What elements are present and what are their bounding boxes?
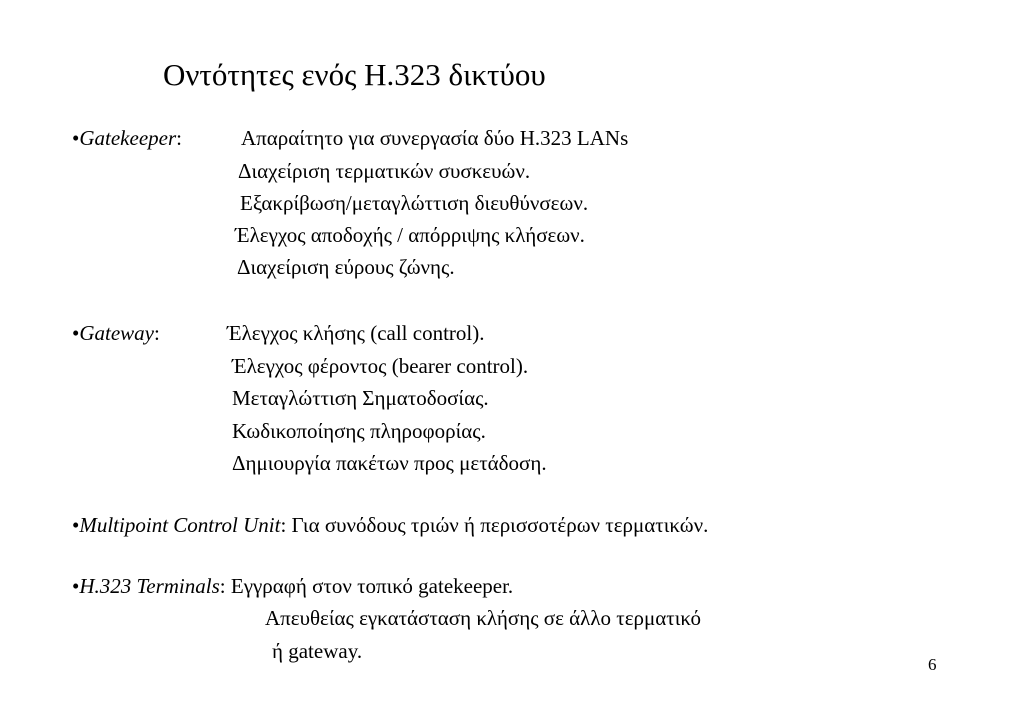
terminals-line: Απευθείας εγκατάσταση κλήσης σε άλλο τερματικό [265,606,701,630]
gatekeeper-line: Έλεγχος αποδοχής / απόρριψης κλήσεων. [235,223,585,247]
gatekeeper-heading [72,125,182,151]
terminals-line: ή gateway. [272,639,363,663]
gateway-heading [72,320,160,346]
bullet: • [72,321,80,345]
colon: : [219,574,226,598]
gateway-term: Gateway [79,321,155,345]
terminals-row [72,573,513,599]
gatekeeper-line: Διαχείριση τερματικών συσκευών. [238,159,531,183]
page-number: 6 [928,655,937,674]
mcu-row [72,512,708,538]
colon: : [154,321,160,345]
gatekeeper-line: Εξακρίβωση/μεταγλώττιση διευθύνσεων. [240,191,589,215]
terminals-term: H.323 Terminals [79,574,220,598]
gateway-line: Μεταγλώττιση Σηματοδοσίας. [232,386,489,410]
gatekeeper-line: Απαραίτητο για συνεργασία δύο Η.323 LANs [241,126,629,150]
gateway-line: Έλεγχος κλήσης (call control). [227,321,485,345]
bullet: • [72,574,80,598]
bullet: • [72,513,80,537]
gateway-line: Δημιουργία πακέτων προς μετάδοση. [232,451,547,475]
gateway-line: Έλεγχος φέροντος (bearer control). [232,354,529,378]
colon: : [280,513,287,537]
mcu-term: Multipoint Control Unit [79,513,281,537]
bullet: • [72,126,80,150]
gatekeeper-term: Gatekeeper [79,126,177,150]
gatekeeper-line: Διαχείριση εύρους ζώνης. [237,255,455,279]
gateway-line: Κωδικοποίησης πληροφορίας. [232,419,486,443]
page-title: Οντότητες ενός Η.323 δικτύου [163,57,546,92]
mcu-line: Για συνόδους τριών ή περισσοτέρων τερματικών. [286,513,709,537]
terminals-line: Εγγραφή στον τοπικό gatekeeper. [225,574,514,598]
colon: : [176,126,182,150]
